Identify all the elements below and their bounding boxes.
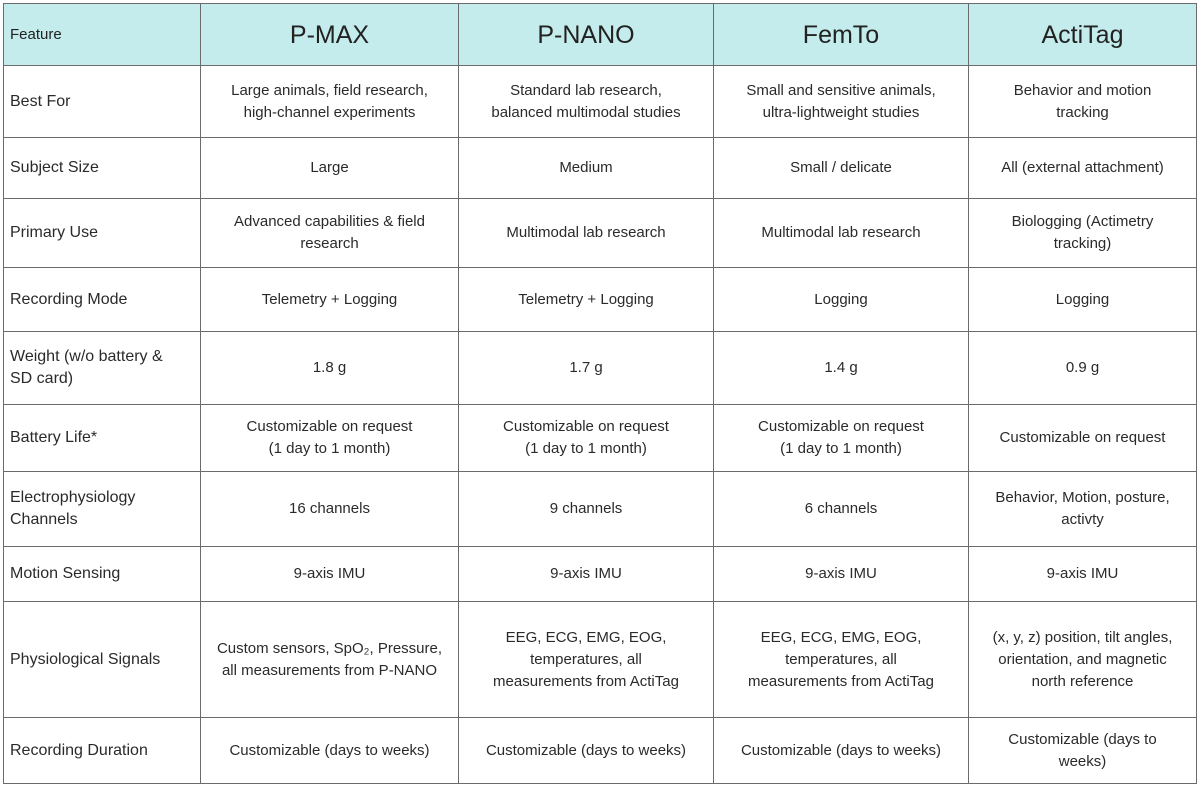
- cell-actitag: Behavior, Motion, posture, activty: [969, 472, 1197, 547]
- cell-actitag: 0.9 g: [969, 332, 1197, 405]
- table-row: [4, 718, 1197, 784]
- row-label: Motion Sensing: [4, 547, 201, 602]
- cell-femto: Customizable on request (1 day to 1 month): [714, 405, 969, 472]
- row-label: Physiological Signals: [4, 602, 201, 718]
- cell-femto: 6 channels: [714, 472, 969, 547]
- cell-p-max: Customizable on request (1 day to 1 month): [201, 405, 459, 472]
- row-label: Subject Size: [4, 138, 201, 199]
- table-row: [4, 332, 1197, 405]
- cell-actitag: 9-axis IMU: [969, 547, 1197, 602]
- cell-femto: Small and sensitive animals, ultra-lightweight studies: [714, 66, 969, 138]
- cell-p-max: 1.8 g: [201, 332, 459, 405]
- cell-actitag: (x, y, z) position, tilt angles, orientation, and magnetic north reference: [969, 602, 1197, 718]
- cell-p-max: Large: [201, 138, 459, 199]
- cell-actitag: Biologging (Actimetry tracking): [969, 199, 1197, 268]
- row-label: Primary Use: [4, 199, 201, 268]
- cell-p-nano: 9 channels: [459, 472, 714, 547]
- cell-p-max: 9-axis IMU: [201, 547, 459, 602]
- cell-p-nano: Medium: [459, 138, 714, 199]
- table-row: [4, 547, 1197, 602]
- table-row: [4, 199, 1197, 268]
- cell-femto: 9-axis IMU: [714, 547, 969, 602]
- cell-actitag: Customizable on request: [969, 405, 1197, 472]
- header-feature: Feature: [4, 4, 201, 66]
- table-row: [4, 472, 1197, 547]
- row-label: Best For: [4, 66, 201, 138]
- header-actitag: ActiTag: [969, 4, 1197, 66]
- row-label: Weight (w/o battery & SD card): [4, 332, 201, 405]
- cell-femto: Small / delicate: [714, 138, 969, 199]
- cell-actitag: All (external attachment): [969, 138, 1197, 199]
- table-row: [4, 602, 1197, 718]
- row-label: Electrophysiology Channels: [4, 472, 201, 547]
- table-row: [4, 268, 1197, 332]
- comparison-table: [3, 3, 1197, 784]
- cell-femto: Multimodal lab research: [714, 199, 969, 268]
- row-label: Recording Duration: [4, 718, 201, 784]
- table-row: [4, 405, 1197, 472]
- cell-p-nano: EEG, ECG, EMG, EOG, temperatures, all measurements from ActiTag: [459, 602, 714, 718]
- cell-femto: 1.4 g: [714, 332, 969, 405]
- cell-actitag: Customizable (days to weeks): [969, 718, 1197, 784]
- cell-femto: Logging: [714, 268, 969, 332]
- header-p-nano: P-NANO: [459, 4, 714, 66]
- cell-p-nano: Multimodal lab research: [459, 199, 714, 268]
- cell-femto: EEG, ECG, EMG, EOG, temperatures, all measurements from ActiTag: [714, 602, 969, 718]
- cell-p-max: Customizable (days to weeks): [201, 718, 459, 784]
- cell-actitag: Behavior and motion tracking: [969, 66, 1197, 138]
- row-label: Battery Life*: [4, 405, 201, 472]
- cell-p-nano: Standard lab research, balanced multimodal studies: [459, 66, 714, 138]
- cell-p-nano: Customizable on request (1 day to 1 month): [459, 405, 714, 472]
- cell-p-max: 16 channels: [201, 472, 459, 547]
- header-row: [4, 4, 1197, 66]
- cell-femto: Customizable (days to weeks): [714, 718, 969, 784]
- cell-p-max: Telemetry + Logging: [201, 268, 459, 332]
- table-row: [4, 138, 1197, 199]
- row-label: Recording Mode: [4, 268, 201, 332]
- cell-p-nano: 1.7 g: [459, 332, 714, 405]
- cell-p-max: Advanced capabilities & field research: [201, 199, 459, 268]
- cell-actitag: Logging: [969, 268, 1197, 332]
- cell-p-max: Large animals, field research, high-channel experiments: [201, 66, 459, 138]
- cell-p-nano: Telemetry + Logging: [459, 268, 714, 332]
- header-p-max: P-MAX: [201, 4, 459, 66]
- table-row: [4, 66, 1197, 138]
- header-femto: FemTo: [714, 4, 969, 66]
- cell-p-max: Custom sensors, SpO₂, Pressure, all measurements from P-NANO: [201, 602, 459, 718]
- cell-p-nano: Customizable (days to weeks): [459, 718, 714, 784]
- cell-p-nano: 9-axis IMU: [459, 547, 714, 602]
